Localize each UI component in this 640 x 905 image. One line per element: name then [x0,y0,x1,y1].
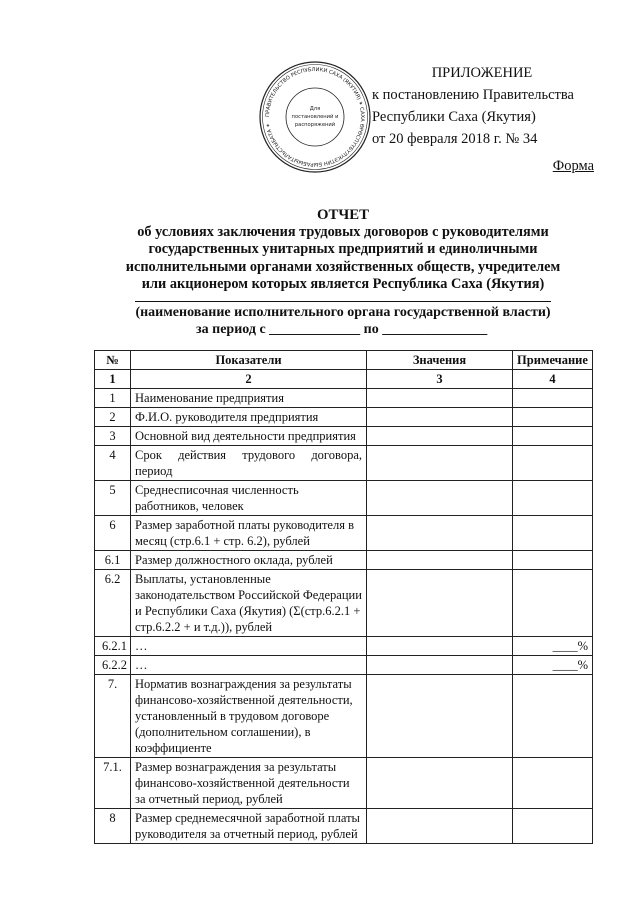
row-note-cell[interactable] [513,481,593,516]
row-note-cell[interactable] [513,408,593,427]
report-period: за период с _____________ по _______________ [196,322,488,337]
table-row [95,637,593,656]
row-number: 1 [95,389,131,408]
row-value-cell[interactable] [367,758,513,809]
row-indicator: Размер должностного оклада, рублей [131,551,367,570]
table-row [95,446,593,481]
row-number: 6.2.1 [95,637,131,656]
row-value-cell[interactable] [367,809,513,844]
table-row [95,809,593,844]
row-value-cell[interactable] [367,656,513,675]
column-numbers-row [95,370,593,389]
row-indicator: Размер заработной платы руководителя в месяц (стр.6.1 + стр. 6.2), рублей [131,516,367,551]
appendix-line-1: к постановлению Правительства [372,87,574,103]
row-number: 7.1. [95,758,131,809]
row-number: 2 [95,408,131,427]
row-indicator: Размер вознаграждения за результаты финансово-хозяйственной деятельности за отчетный период, рублей [131,758,367,809]
table-row [95,675,593,758]
report-subtitle-line: исполнительными органами хозяйственных обществ, учредителем [125,258,561,275]
row-value-cell[interactable] [367,516,513,551]
column-number: 1 [95,370,131,389]
row-number: 7. [95,675,131,758]
row-value-cell[interactable] [367,675,513,758]
header-indicators: Показатели [131,351,367,370]
row-number: 6.2.2 [95,656,131,675]
column-number: 4 [513,370,593,389]
form-label: Форма [552,158,594,174]
report-table [94,350,593,844]
column-number: 2 [131,370,367,389]
stamp-center-line-3: распоряжений [294,122,336,128]
row-number: 3 [95,427,131,446]
row-note-cell[interactable] [513,446,593,481]
row-number: 6.1 [95,551,131,570]
row-note-cell[interactable] [513,551,593,570]
row-value-cell[interactable] [367,427,513,446]
row-number: 5 [95,481,131,516]
row-value-cell[interactable] [367,446,513,481]
report-subtitle-line: государственных унитарных предприятий и единоличными [148,241,538,258]
row-value-cell[interactable] [367,637,513,656]
column-number: 3 [367,370,513,389]
table-row [95,758,593,809]
official-stamp [258,60,372,174]
table-header-row [95,351,593,370]
appendix-block [372,62,592,150]
row-note-percent[interactable]: ____% [513,656,593,675]
table-row [95,481,593,516]
table-row [95,570,593,637]
row-number: 8 [95,809,131,844]
report-title: ОТЧЕТ [317,207,369,223]
table-row [95,408,593,427]
row-value-cell[interactable] [367,481,513,516]
report-subtitle-line: или акционером которых является Республика Саха (Якутия) [141,275,545,292]
row-note-cell[interactable] [513,758,593,809]
row-note-percent[interactable]: ____% [513,637,593,656]
table-row [95,389,593,408]
authority-underline [135,301,551,302]
appendix-line-2: Республики Саха (Якутия) [372,109,536,125]
header-notes: Примечание [513,351,593,370]
report-subtitle-line: об условиях заключения трудовых договоров с руководителями [137,224,549,241]
row-note-cell[interactable] [513,570,593,637]
appendix-line-3: от 20 февраля 2018 г. № 34 [372,131,538,147]
row-note-cell[interactable] [513,427,593,446]
row-value-cell[interactable] [367,551,513,570]
row-number: 6 [95,516,131,551]
row-indicator: … [131,656,367,675]
row-value-cell[interactable] [367,408,513,427]
row-indicator: … [131,637,367,656]
row-value-cell[interactable] [367,389,513,408]
table-row [95,551,593,570]
authority-caption: (наименование исполнительного органа государственной власти) [135,305,551,320]
row-indicator: Среднесписочная численность работников, человек [131,481,367,516]
row-note-cell[interactable] [513,516,593,551]
row-indicator: Размер среднемесячной заработной платы руководителя за отчетный период, рублей [131,809,367,844]
stamp-ring-text: ПРАВИТЕЛЬСТВО РЕСПУБЛИКИ САХА (ЯКУТИЯ) ✶ САХА ӨРӨСПҮҮБҮЛҮКЭТИН БЫРАБЫЫТАЛЬСТЫБАТА ✶ [264,66,366,168]
row-indicator: Наименование предприятия [131,389,367,408]
report-title-block [118,207,568,293]
appendix-title: ПРИЛОЖЕНИЕ [431,65,533,81]
header-number: № [95,351,131,370]
row-note-cell[interactable] [513,675,593,758]
row-indicator: Выплаты, установленные законодательством Российской Федерации и Республики Саха (Якутия) (Σ(стр.6.2.1 + стр.6.2.2 + и т.д.)), рублей [131,570,367,637]
row-number: 4 [95,446,131,481]
table-row [95,516,593,551]
row-note-cell[interactable] [513,809,593,844]
row-indicator: Основной вид деятельности предприятия [131,427,367,446]
row-value-cell[interactable] [367,570,513,637]
table-row [95,427,593,446]
row-indicator: Срок действия трудового договора, период [131,446,367,481]
stamp-center-line-1: Для [309,106,321,112]
row-note-cell[interactable] [513,389,593,408]
row-indicator: Норматив вознаграждения за результаты финансово-хозяйственной деятельности, установленный в трудовом договоре (дополнительном соглашении), в коэффициенте [131,675,367,758]
stamp-center-line-2: постановлений и [291,114,339,120]
row-indicator: Ф.И.О. руководителя предприятия [131,408,367,427]
table-row [95,656,593,675]
header-values: Значения [367,351,513,370]
row-number: 6.2 [95,570,131,637]
